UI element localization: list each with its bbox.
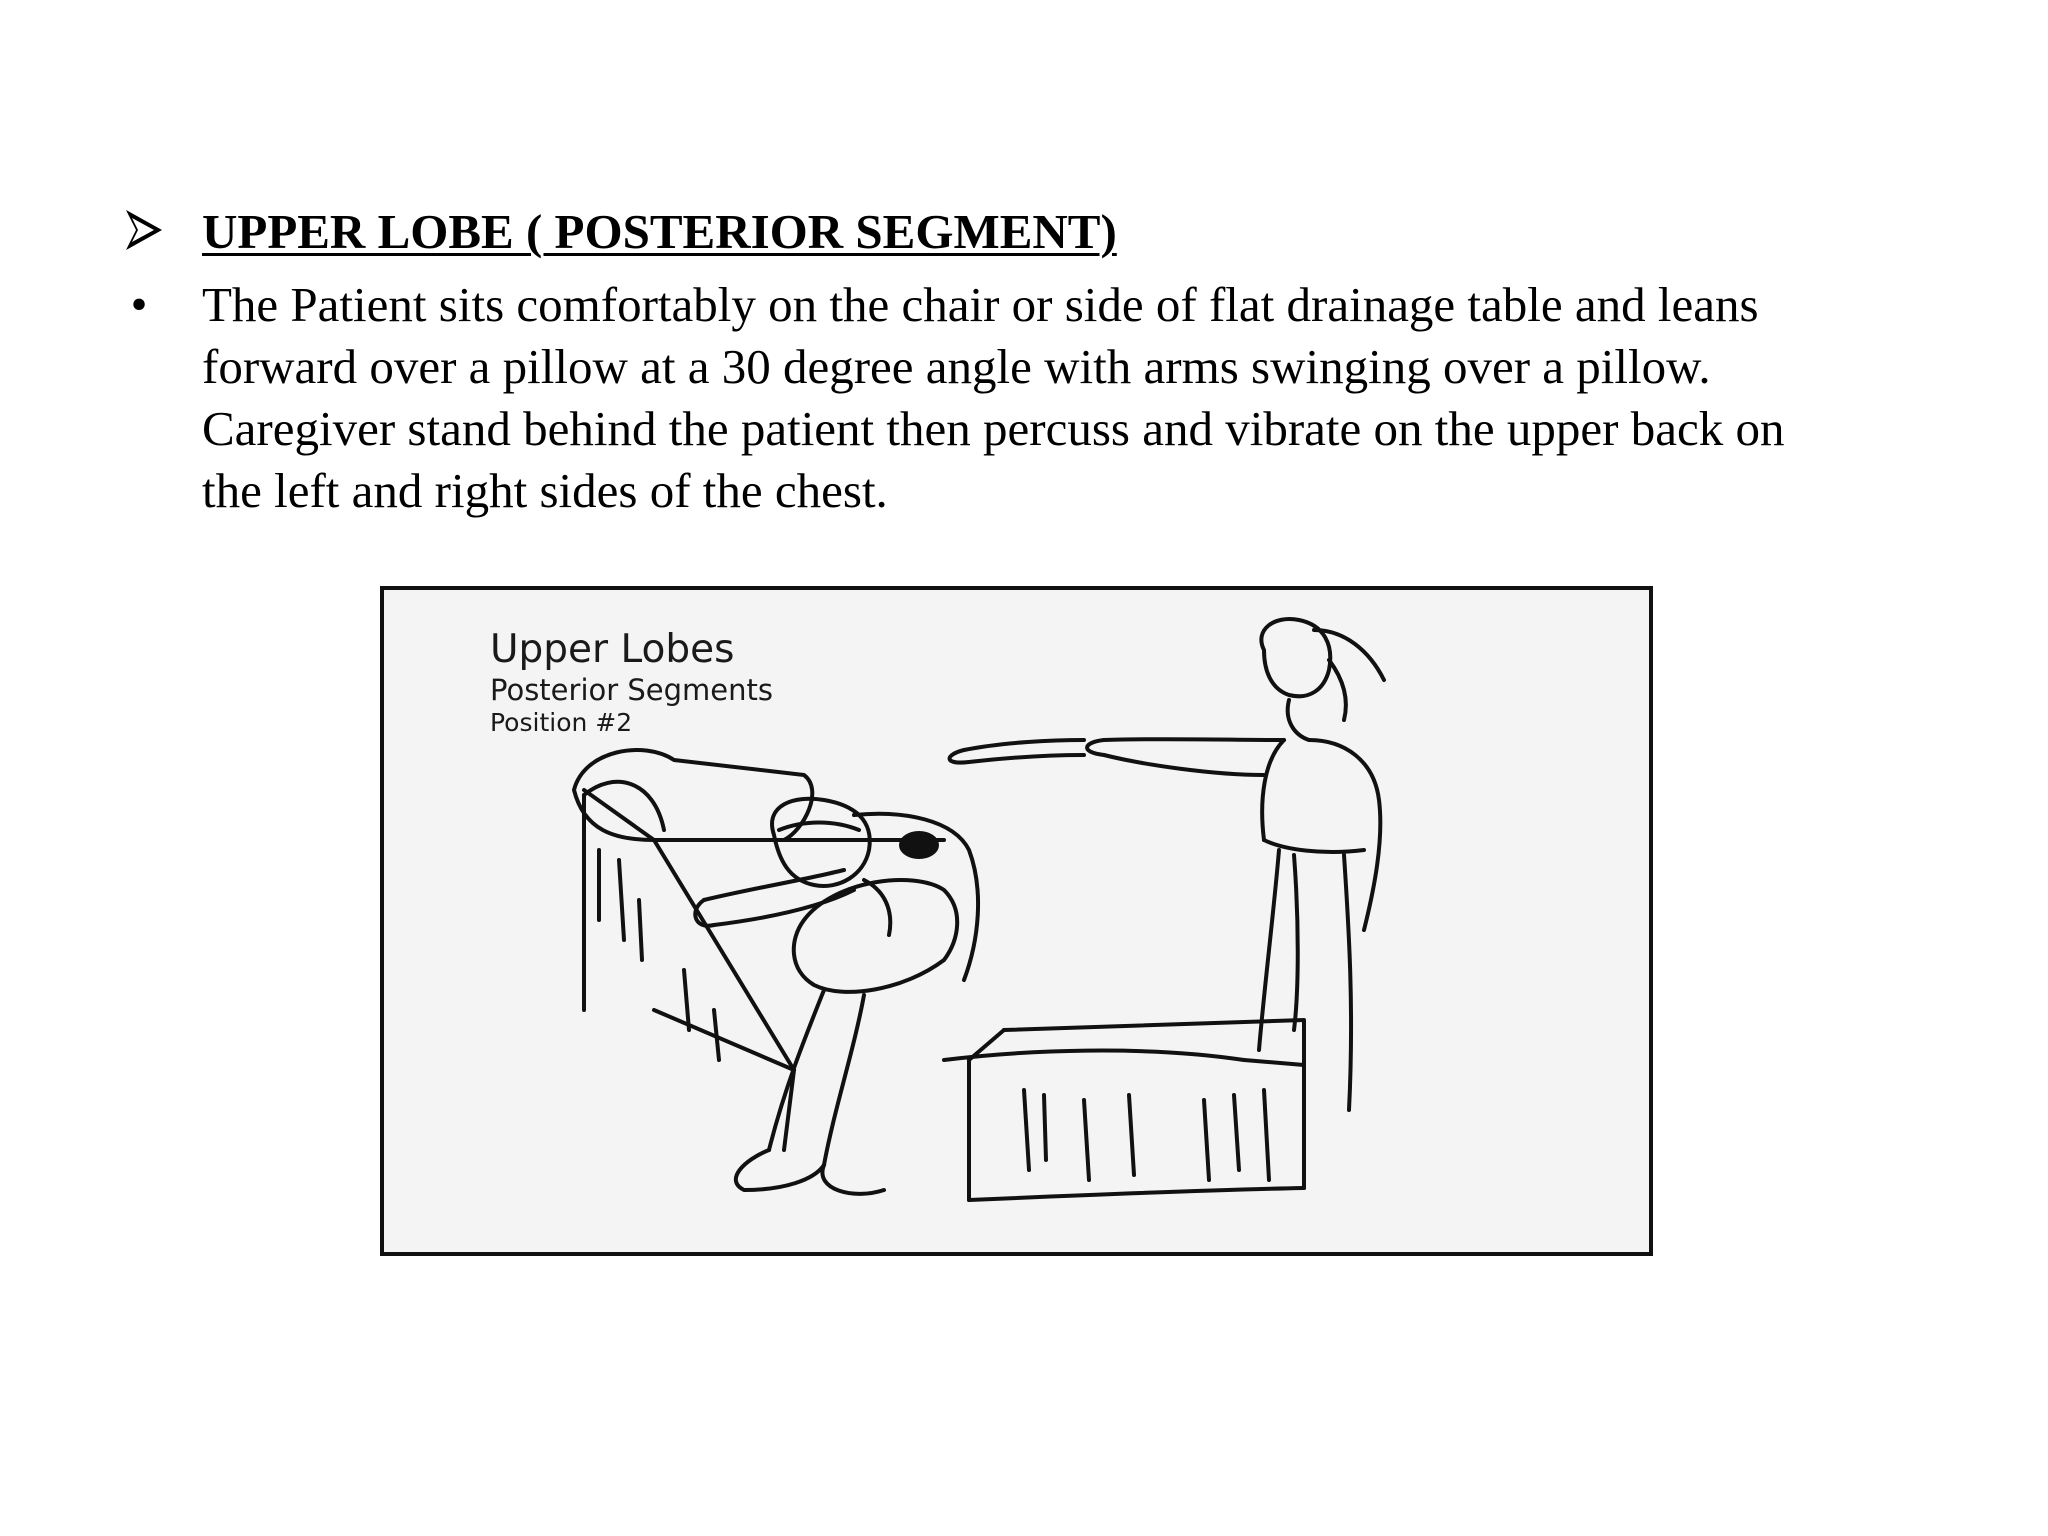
- figure-caption-title: Upper Lobes: [490, 627, 735, 672]
- body-text: [202, 274, 1922, 522]
- heading-title: UPPER LOBE ( POSTERIOR SEGMENT): [202, 204, 1117, 259]
- bullet-dot: •: [130, 278, 148, 331]
- body-line: The Patient sits comfortably on the chair or side of flat drainage table and leans: [202, 277, 1759, 332]
- body-line: Caregiver stand behind the patient then percuss and vibrate on the upper back on: [202, 401, 1785, 456]
- figure-frame: [380, 586, 1653, 1256]
- body-line: the left and right sides of the chest.: [202, 463, 888, 518]
- body-line: forward over a pillow at a 30 degree angle with arms swinging over a pillow.: [202, 339, 1711, 394]
- figure-caption-subtitle: Posterior Segments: [490, 673, 773, 707]
- section-heading: [124, 200, 1924, 264]
- figure-caption: [490, 628, 773, 738]
- figure-caption-position: Position #2: [490, 708, 633, 737]
- arrow-bullet-icon: [124, 208, 164, 252]
